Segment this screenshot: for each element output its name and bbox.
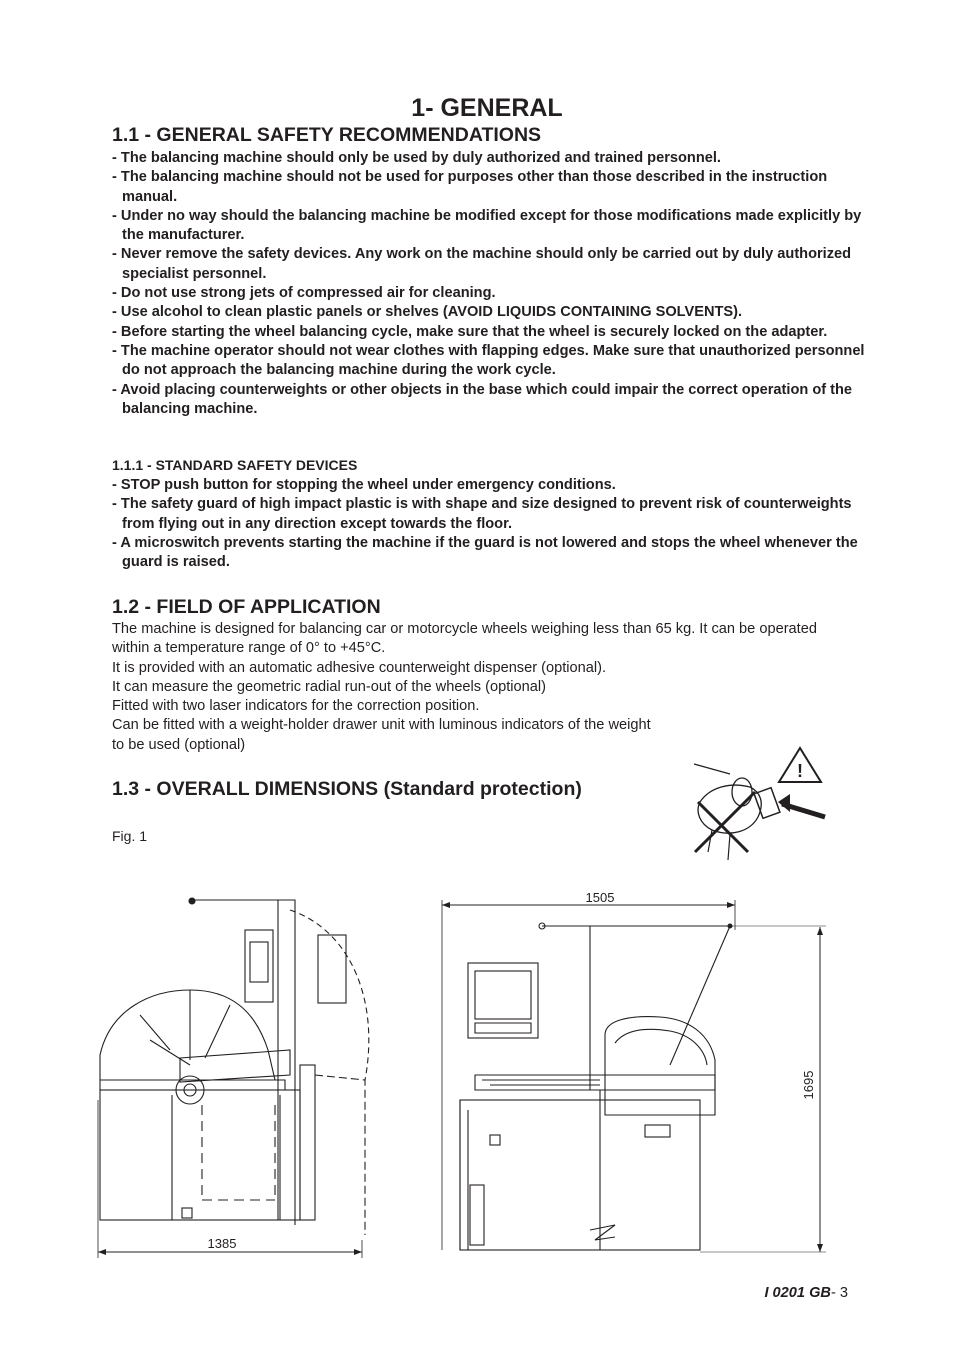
figure-label: Fig. 1 xyxy=(112,828,148,844)
warning-pictogram xyxy=(690,742,840,877)
subsection-heading-safety-devices: 1.1.1 - STANDARD SAFETY DEVICES xyxy=(112,457,358,473)
list-item: - Before starting the wheel balancing cycle, make sure that the wheel is securely locked on the adapter. xyxy=(112,323,828,340)
side-view-drawing xyxy=(90,890,380,1260)
list-item: - The balancing machine should only be used by duly authorized and trained personnel. xyxy=(112,150,721,166)
list-item: - Avoid placing counterweights or other objects in the base which could impair the correct operation of the balancing machine. xyxy=(112,381,853,417)
application-line: It can measure the geometric radial run-out of the wheels (optional) xyxy=(112,678,546,695)
application-line: It is provided with an automatic adhesive counterweight dispenser (optional). xyxy=(112,659,607,676)
list-item: - The safety guard of high impact plastic is with shape and size designed to prevent risk of counterweights from flying out in any direction except towards the floor. xyxy=(112,496,852,532)
dimension-label-height: 1695 xyxy=(801,1070,816,1100)
list-item: - STOP push button for stopping the wheel under emergency conditions. xyxy=(112,477,616,493)
page-footer xyxy=(764,1285,848,1301)
application-line: The machine is designed for balancing car or motorcycle wheels weighing less than 65 kg. It can be operated within a temperature range of 0° to +45°C. xyxy=(112,621,817,657)
list-item: - Use alcohol to clean plastic panels or shelves (AVOID LIQUIDS CONTAINING SOLVENTS). xyxy=(112,304,743,321)
safety-recommendations-list xyxy=(112,149,872,419)
section-heading-safety: 1.1 - GENERAL SAFETY RECOMMENDATIONS xyxy=(112,124,542,146)
list-item: - Do not use strong jets of compressed air for cleaning. xyxy=(112,285,496,302)
safety-devices-list xyxy=(112,476,872,572)
document-code: I 0201 GB xyxy=(764,1285,831,1301)
dimension-label-front: 1505 xyxy=(585,890,615,905)
application-line: Fitted with two laser indicators for the correction position. xyxy=(112,698,480,715)
section-heading-dimensions: 1.3 - OVERALL DIMENSIONS (Standard protection) xyxy=(112,778,582,800)
section-heading-application: 1.2 - FIELD OF APPLICATION xyxy=(112,596,381,618)
front-view-drawing xyxy=(430,885,840,1265)
cross-out-icon xyxy=(698,802,748,852)
page-number: - 3 xyxy=(830,1285,848,1301)
application-text xyxy=(112,620,852,755)
application-line: to be used (optional) xyxy=(112,736,246,753)
list-item: - The balancing machine should not be used for purposes other than those described in the instruction manual. xyxy=(112,169,828,205)
application-line: Can be fitted with a weight-holder drawer unit with luminous indicators of the weight xyxy=(112,717,651,734)
page-title: 1- GENERAL xyxy=(411,94,563,122)
warning-symbol: ! xyxy=(797,761,803,781)
list-item: - The machine operator should not wear clothes with flapping edges. Make sure that unauthorized personnel do not approach the balancing machine during the work cycle. xyxy=(112,342,865,379)
dimension-label-side: 1385 xyxy=(207,1236,237,1251)
list-item: - Never remove the safety devices. Any work on the machine should only be carried out by duly authorized specialist personnel. xyxy=(112,246,852,282)
list-item: - A microswitch prevents starting the machine if the guard is not lowered and stops the wheel whenever the guard is raised. xyxy=(112,534,858,571)
list-item: - Under no way should the balancing machine be modified except for those modifications made explicitly by the manufacturer. xyxy=(112,207,862,244)
